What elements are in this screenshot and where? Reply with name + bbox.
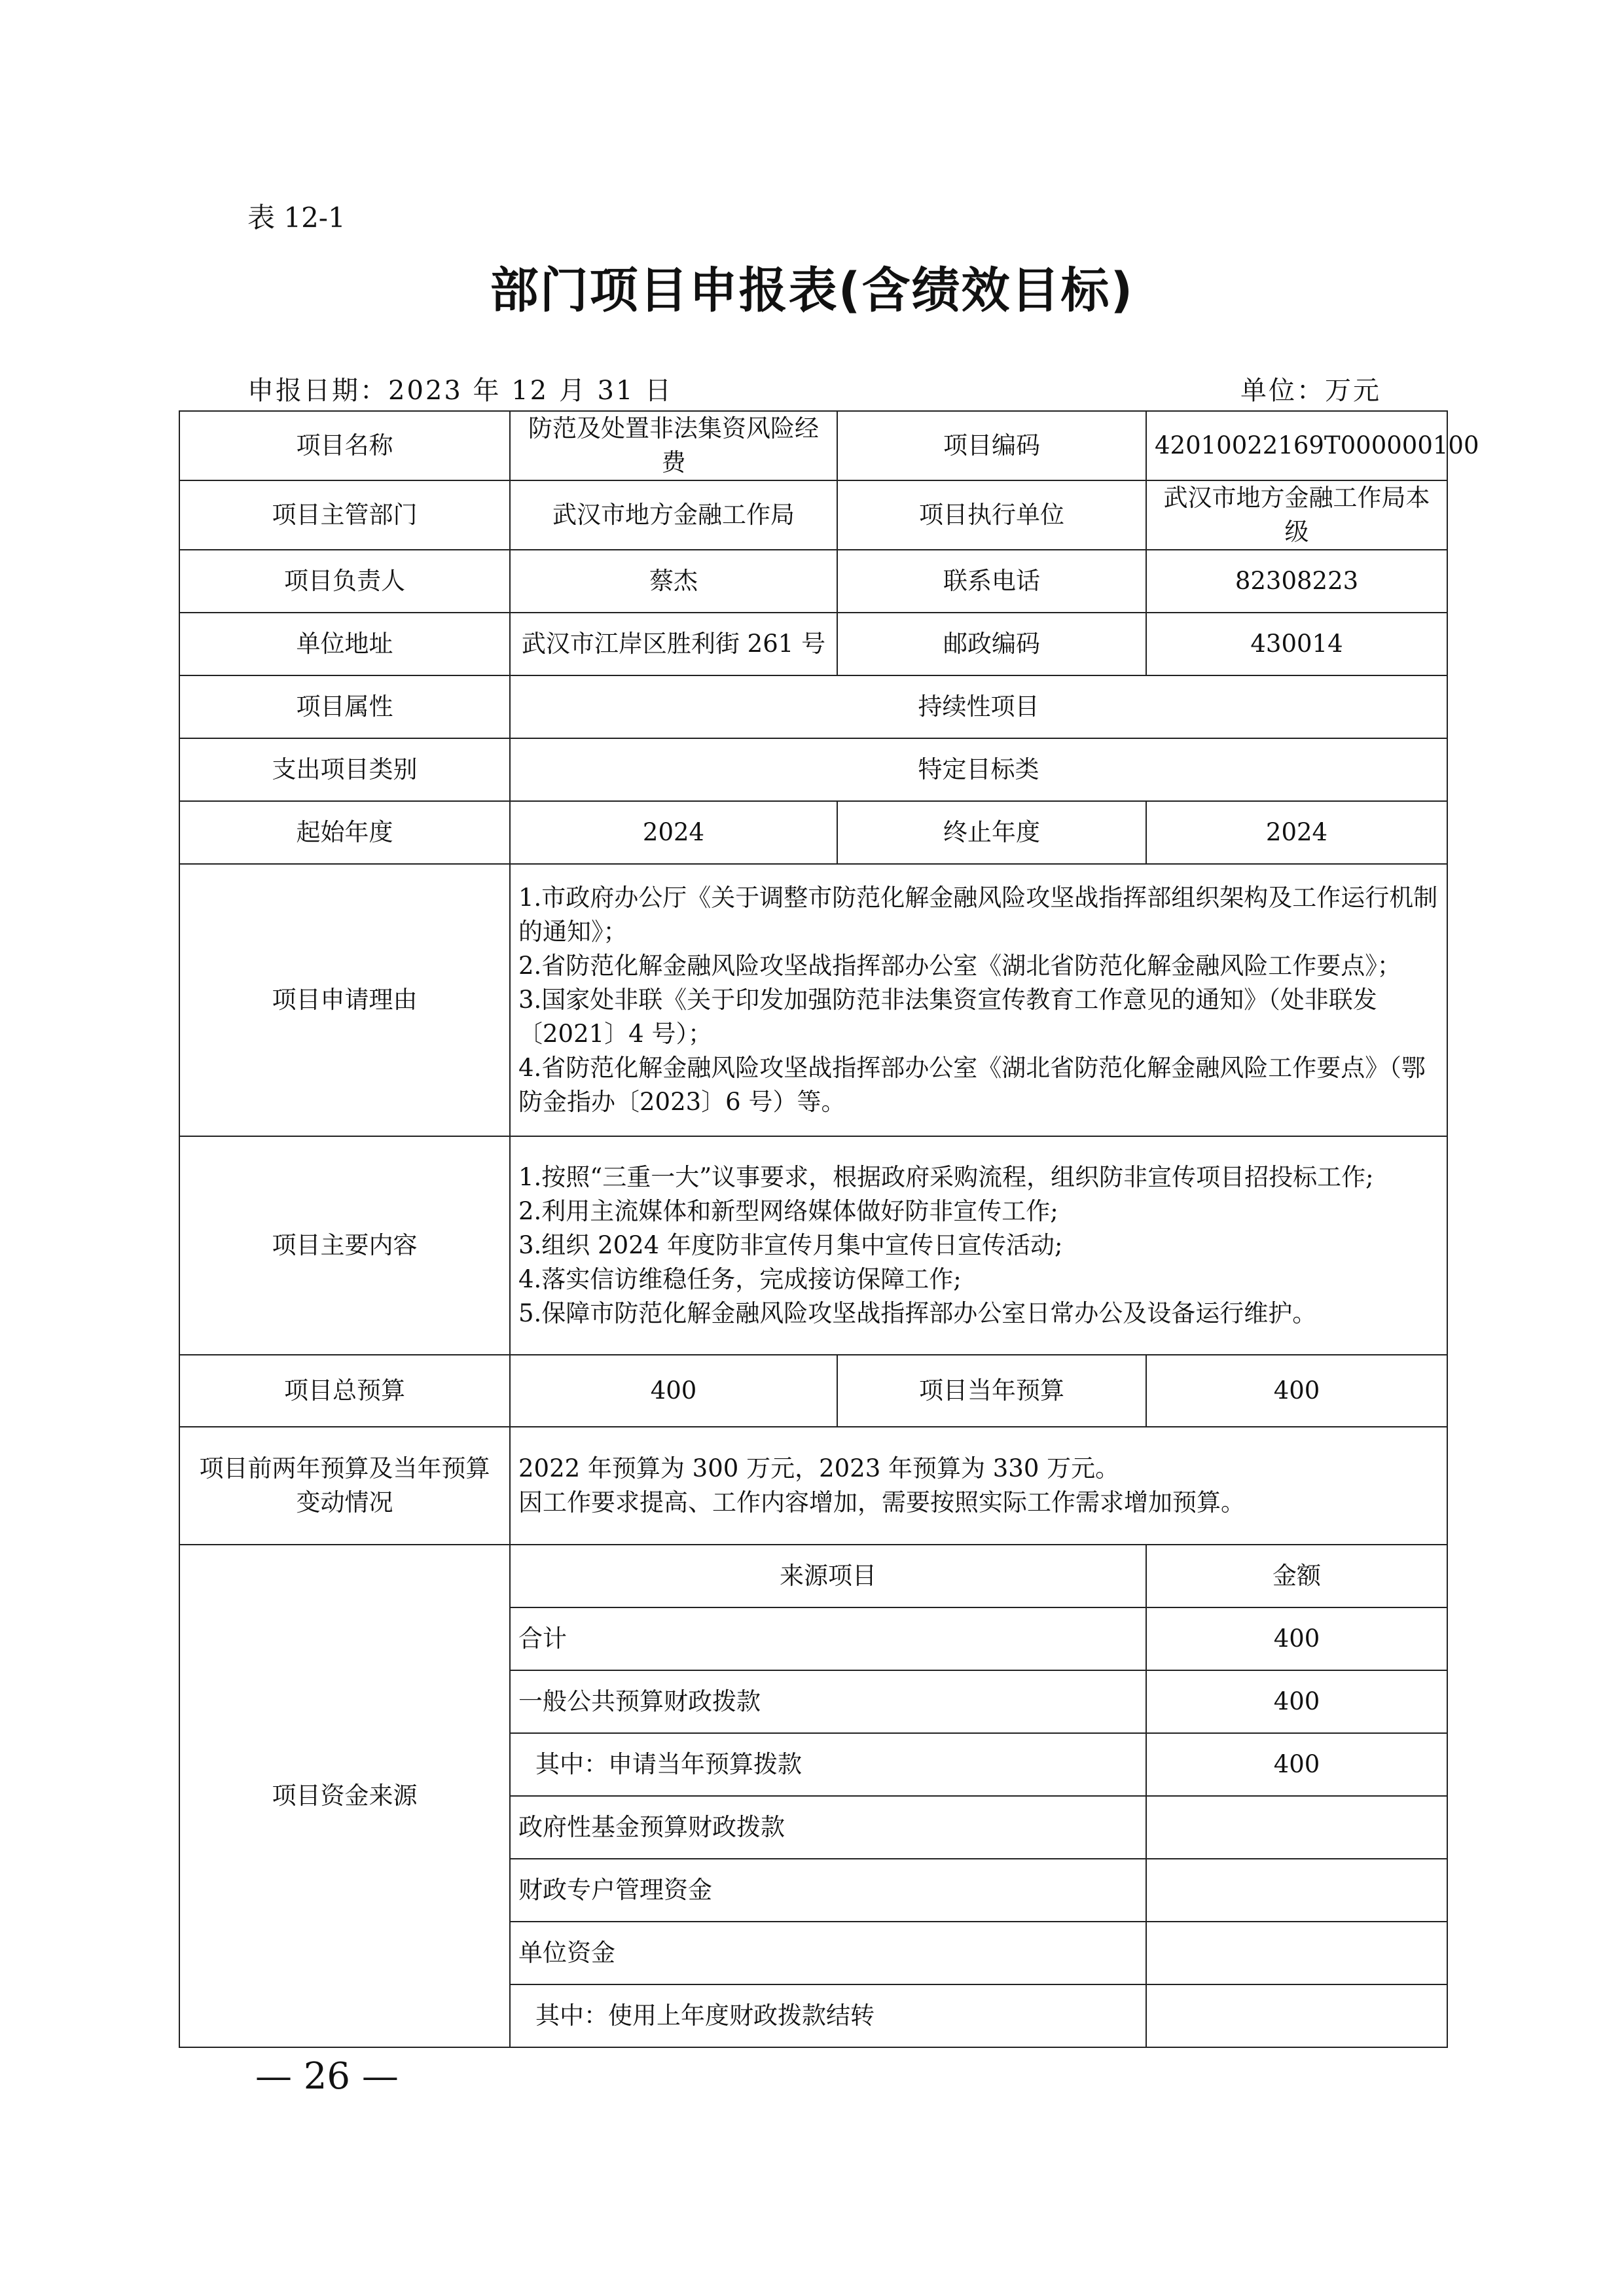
- expense-type-label: 支出项目类别: [179, 738, 510, 801]
- unit-label: 单位：万元: [1240, 376, 1381, 406]
- fund-source: 合计: [510, 1607, 1146, 1670]
- fund-source: 政府性基金预算财政拨款: [510, 1796, 1146, 1859]
- attribute-value: 持续性项目: [510, 675, 1447, 738]
- table-row: [179, 480, 1447, 550]
- table-row: [179, 675, 1447, 738]
- table-row: [179, 738, 1447, 801]
- change-item: 因工作要求提高、工作内容增加，需要按照实际工作需求增加预算。: [518, 1488, 1245, 1516]
- fund-source-label: 项目资金来源: [179, 1545, 510, 2047]
- fund-header-source: 来源项目: [510, 1545, 1146, 1607]
- reason-item: 4.省防范化解金融风险攻坚战指挥部办公室《湖北省防范化解金融风险工作要点》（鄂防金指办〔2023〕6 号）等。: [518, 1054, 1426, 1116]
- reason-item: 3.国家处非联《关于印发加强防范非法集资宣传教育工作意见的通知》（处非联发〔2021〕4 号）；: [518, 986, 1377, 1048]
- project-name-value: 防范及处置非法集资风险经费: [510, 411, 837, 480]
- fund-source: 单位资金: [510, 1922, 1146, 1984]
- exec-unit-label: 项目执行单位: [837, 480, 1146, 550]
- fund-amount: 400: [1146, 1607, 1447, 1670]
- year-budget-label: 项目当年预算: [837, 1355, 1146, 1427]
- page-number: — 26 —: [255, 2055, 399, 2098]
- postcode-value: 430014: [1146, 613, 1447, 675]
- total-budget-value: 400: [510, 1355, 837, 1427]
- fund-source: 其中：申请当年预算拨款: [510, 1733, 1146, 1796]
- declare-date: 申报日期：2023 年 12 月 31 日: [247, 376, 674, 406]
- end-year-label: 终止年度: [837, 801, 1146, 864]
- postcode-label: 邮政编码: [837, 613, 1146, 675]
- content-item: 1.按照“三重一大”议事要求，根据政府采购流程，组织防非宣传项目招投标工作;: [518, 1163, 1374, 1191]
- dept-label: 项目主管部门: [179, 480, 510, 550]
- reason-item: 2.省防范化解金融风险攻坚战指挥部办公室《湖北省防范化解金融风险工作要点》；: [518, 952, 1401, 980]
- leader-label: 项目负责人: [179, 550, 510, 613]
- content-label: 项目主要内容: [179, 1136, 510, 1355]
- fund-amount: [1146, 1922, 1447, 1984]
- page-title: 部门项目申报表(含绩效目标): [490, 262, 1134, 319]
- fund-source: 一般公共预算财政拨款: [510, 1670, 1146, 1733]
- year-budget-value: 400: [1146, 1355, 1447, 1427]
- reason-item: 1.市政府办公厅《关于调整市防范化解金融风险攻坚战指挥部组织架构及工作运行机制的通知》；: [518, 884, 1438, 946]
- fund-source: 财政专户管理资金: [510, 1859, 1146, 1922]
- expense-type-value: 特定目标类: [510, 738, 1447, 801]
- main-content: [510, 1136, 1447, 1355]
- content-item: 2.利用主流媒体和新型网络媒体做好防非宣传工作;: [518, 1197, 1058, 1225]
- start-year-value: 2024: [510, 801, 837, 864]
- project-code-value: 42010022169T000000100: [1146, 411, 1447, 480]
- table-row: [179, 550, 1447, 613]
- table-row: [179, 801, 1447, 864]
- dept-value: 武汉市地方金融工作局: [510, 480, 837, 550]
- project-code-label: 项目编码: [837, 411, 1146, 480]
- table-row: [179, 1136, 1447, 1355]
- project-name-label: 项目名称: [179, 411, 510, 480]
- reason-label: 项目申请理由: [179, 864, 510, 1136]
- fund-amount: [1146, 1984, 1447, 2047]
- project-declaration-table: [179, 410, 1479, 2048]
- phone-label: 联系电话: [837, 550, 1146, 613]
- fund-header-row: [179, 1545, 1447, 1607]
- fund-amount: [1146, 1796, 1447, 1859]
- table-row: [179, 1355, 1447, 1427]
- table-row: [179, 613, 1447, 675]
- address-value: 武汉市江岸区胜利街 261 号: [510, 613, 837, 675]
- phone-value: 82308223: [1146, 550, 1447, 613]
- table-row: [179, 864, 1447, 1136]
- fund-header-amount: 金额: [1146, 1545, 1447, 1607]
- leader-value: 蔡杰: [510, 550, 837, 613]
- budget-change-label: 项目前两年预算及当年预算变动情况: [179, 1427, 510, 1545]
- content-item: 3.组织 2024 年度防非宣传月集中宣传日宣传活动;: [518, 1231, 1063, 1259]
- fund-amount: 400: [1146, 1670, 1447, 1733]
- start-year-label: 起始年度: [179, 801, 510, 864]
- exec-unit-value: 武汉市地方金融工作局本级: [1146, 480, 1447, 550]
- reason-content: [510, 864, 1447, 1136]
- table-number: 表 12-1: [247, 202, 346, 234]
- total-budget-label: 项目总预算: [179, 1355, 510, 1427]
- content-item: 5.保障市防范化解金融风险攻坚战指挥部办公室日常办公及设备运行维护。: [518, 1299, 1317, 1327]
- attribute-label: 项目属性: [179, 675, 510, 738]
- content-item: 4.落实信访维稳任务，完成接访保障工作;: [518, 1265, 962, 1293]
- budget-change-content: [510, 1427, 1447, 1545]
- change-item: 2022 年预算为 300 万元，2023 年预算为 330 万元。: [518, 1454, 1120, 1482]
- address-label: 单位地址: [179, 613, 510, 675]
- fund-amount: 400: [1146, 1733, 1447, 1796]
- table-row: [179, 1427, 1447, 1545]
- end-year-value: 2024: [1146, 801, 1447, 864]
- table-row: [179, 411, 1447, 480]
- fund-amount: [1146, 1859, 1447, 1922]
- fund-source: 其中：使用上年度财政拨款结转: [510, 1984, 1146, 2047]
